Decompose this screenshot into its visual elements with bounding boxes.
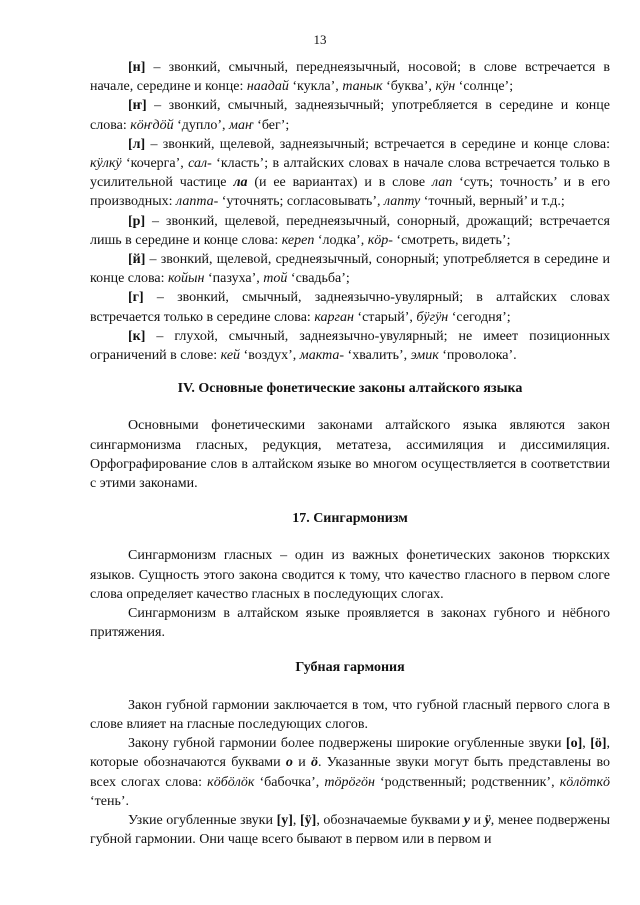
phoneme-label: [к] — [128, 328, 146, 344]
paragraph-j: [й] – звонкий, щелевой, среднеязычный, сонорный; употребляется в середине и конце слова: койын ‘пазуха’, той ‘свадьба’; — [90, 252, 610, 287]
paragraph-labial-law: Закон губной гармонии заключается в том, что губной гласный первого слога в слове влияет на гласные последующих слогов. — [90, 697, 610, 732]
paragraph-r: [р] – звонкий, щелевой, переднеязычный, сонорный, дрожащий; встречается лишь в середине и конце слова: кереп ‘лодка’, кӧр- ‘смотреть, видеть’; — [90, 213, 610, 248]
section-heading: IV. Основные фонетические законы алтайского языка — [177, 381, 523, 397]
paragraph-synharmonism-types: Сингармонизм в алтайском языке проявляется в законах губного и нёбного притяжения. — [90, 606, 610, 641]
phoneme-label: [н] — [128, 60, 146, 75]
paragraph-ng: [ҥ] – звонкий, смычный, заднеязычный; употребляется в середине и конце слова: кӧҥдӧй ‘дупло’, маҥ ‘бег’; — [90, 98, 610, 133]
paragraph-intro: Основными фонетическими законами алтайского языка являются закон сингармонизма гласных, редукция, метатеза, ассимиляция и диссимиляция. Орфографирование слов в алтайском языке во многом осуществляется в соответствии с этими законами. — [90, 418, 610, 492]
section-heading: 17. Сингармонизм — [292, 511, 408, 527]
phoneme-label: [ҥ] — [128, 98, 147, 114]
paragraph-k: [к] – глухой, смычный, заднеязычно-увулярный; не имеет позиционных ограничений в слове: кей ‘воздух’, макта- ‘хвалить’, эмик ‘проволока’. — [90, 328, 610, 364]
paragraph-synharmonism: Сингармонизм гласных – один из важных фонетических законов тюркских языков. Сущность этого закона сводится к тому, что качество гласного в первом слоге слова определяет качество гласных в последующих слогах. — [90, 548, 610, 602]
page-body — [90, 58, 610, 849]
phoneme-label: [р] — [128, 213, 146, 229]
phoneme-label: [й] — [128, 252, 146, 268]
paragraph-narrow-rounded: Узкие огубленные звуки [у], [ӱ], обозначаемые буквами у и ӱ, менее подвержены губной гармонии. Они чаще всего бывают в первом или в первом и — [90, 812, 610, 848]
paragraph-g: [г] – звонкий, смычный, заднеязычно-увулярный; в алтайских словах встречается только в середине слова: карган ‘старый’, бӱгӱн ‘сегодня’; — [90, 290, 610, 325]
paragraph-wide-rounded: Закону губной гармонии более подвержены широкие огубленные звуки [о], [ӧ], которые обозначаются буквами о и ӧ. Указанные звуки могут быть представлены во всех слогах слова: кӧбӧлӧк ‘бабочка’, тӧрӧгӧн ‘родственный; родственник’, кӧлӧткӧ ‘тень’. — [90, 736, 611, 809]
page-number: 13 — [313, 32, 327, 47]
paragraph-n: [н] – звонкий, смычный, переднеязычный, носовой; в слове встречается в начале, середине и конце: наадай ‘кукла’, танык ‘буква’, кӱн ‘солнце’; — [90, 60, 610, 95]
subsection-heading: Губная гармония — [295, 660, 405, 676]
phoneme-label: [л] — [128, 136, 146, 152]
paragraph-l: [л] – звонкий, щелевой, заднеязычный; встречается в середине и конце слова: кӱлкӱ ‘кочерга’, сал- ‘класть’; в алтайских словах в начале слова встречается только в усилительной частице ла (и ее вариантах) и в слове лап ‘суть; точность’ и в его производных: лапта- ‘уточнять; согласовывать’, лапту ‘точный, верный’ и т.д.; — [90, 136, 611, 210]
phoneme-label: [г] — [128, 290, 144, 306]
